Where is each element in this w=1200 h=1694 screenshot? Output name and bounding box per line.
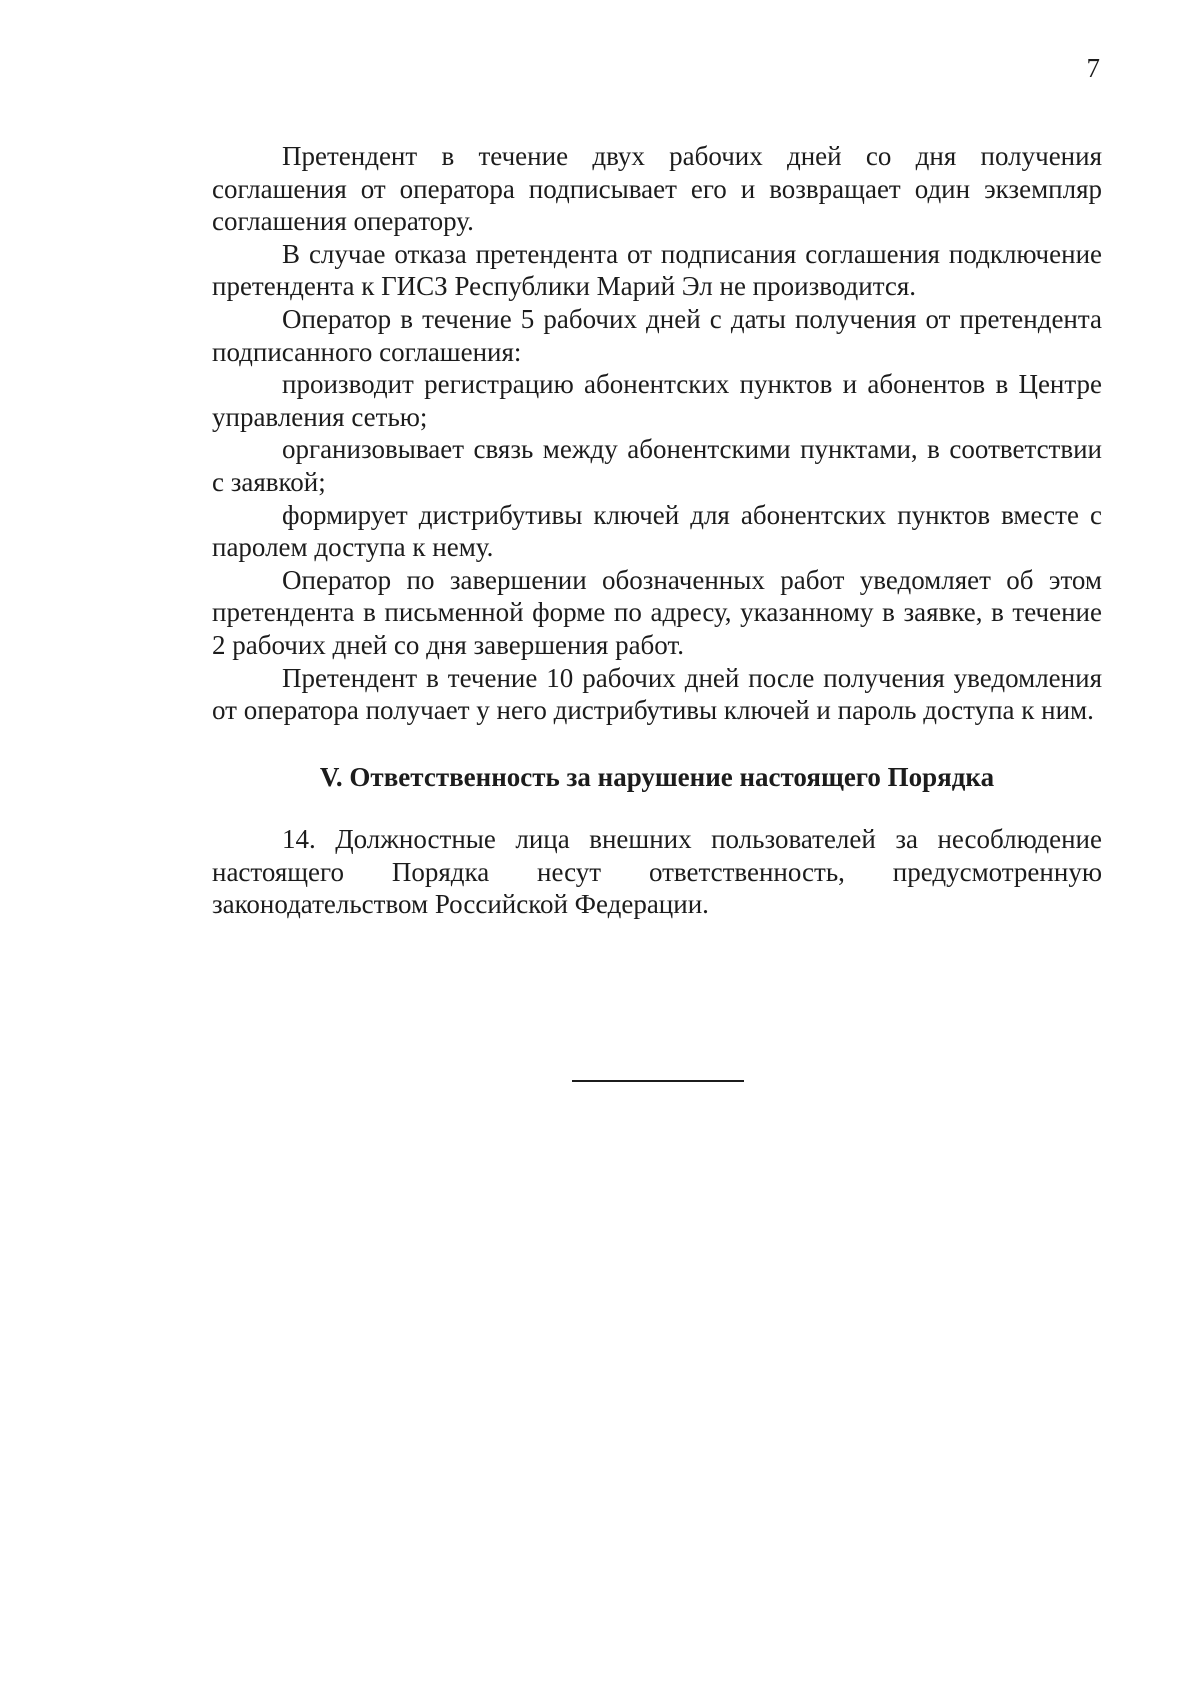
document-body	[212, 140, 1102, 921]
paragraph-operator-duties: Оператор в течение 5 рабочих дней с даты получения от претендента подписанного соглашения:	[212, 303, 1102, 367]
section-heading: V. Ответственность за нарушение настоящего Порядка	[319, 761, 995, 792]
paragraph-receipt: Претендент в течение 10 рабочих дней после получения уведомления от оператора получает у него дистрибутивы ключей и пароль доступа к ним.	[212, 662, 1102, 726]
paragraph-connection: организовывает связь между абонентскими пунктами, в соответствии с заявкой;	[212, 434, 1102, 497]
end-of-document-rule	[572, 1080, 744, 1082]
paragraph-registration: производит регистрацию абонентских пунктов и абонентов в Центре управления сетью;	[212, 369, 1102, 432]
page-number: 7	[1086, 53, 1100, 83]
paragraph-agreement-signing: Претендент в течение двух рабочих дней со дня получения соглашения от оператора подписывает его и возвращает один экземпляр соглашения оператору.	[212, 141, 1102, 237]
paragraph-notification: Оператор по завершении обозначенных работ уведомляет об этом претендента в письменной форме по адресу, указанному в заявке, в течение 2 рабочих дней со дня завершения работ.	[212, 564, 1102, 660]
paragraph-liability: 14. Должностные лица внешних пользователей за несоблюдение настоящего Порядка несут ответственность, предусмотренную законодательством Российской Федерации.	[212, 824, 1102, 920]
paragraph-key-distributions: формирует дистрибутивы ключей для абонентских пунктов вместе с паролем доступа к нему.	[212, 499, 1102, 563]
paragraph-refusal: В случае отказа претендента от подписания соглашения подключение претендента к ГИСЗ Республики Марий Эл не производится.	[212, 238, 1102, 302]
